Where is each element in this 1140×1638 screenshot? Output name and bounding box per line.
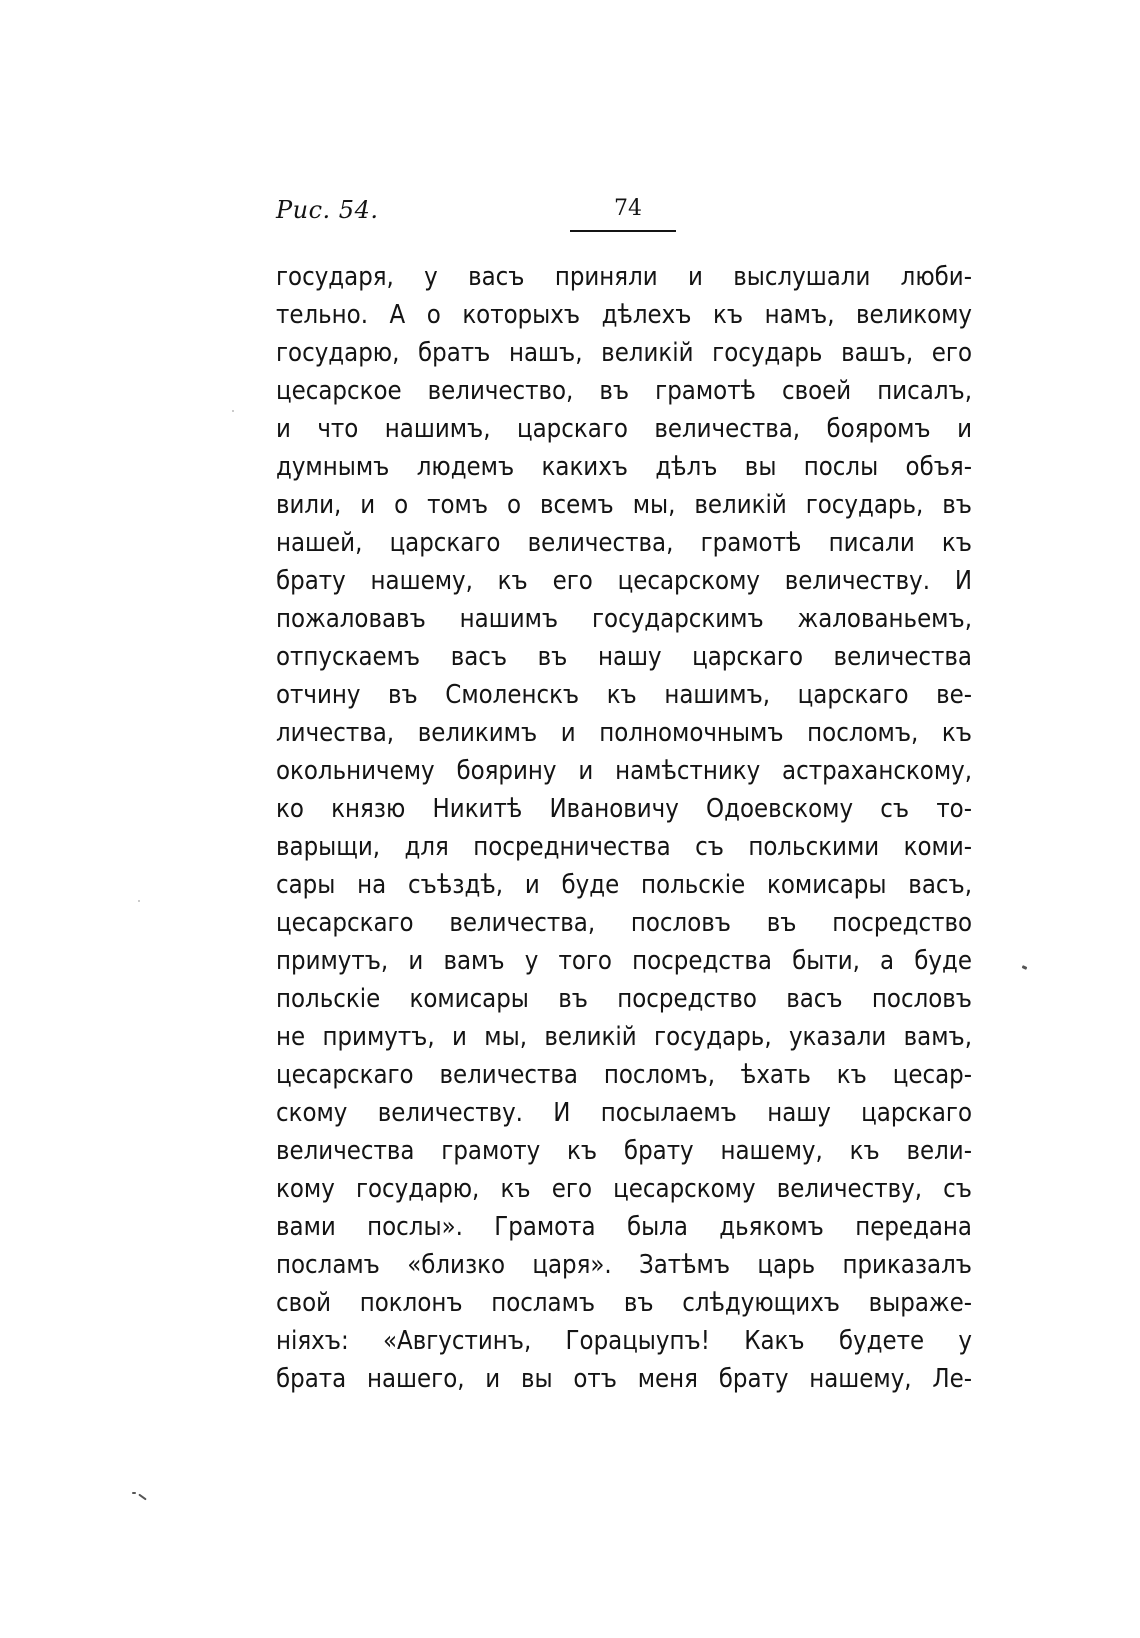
text-line: цесарскаго величества, пословъ въ посредство [276,908,972,938]
text-line: сары на съѣздѣ, и буде польскіе комисары васъ, [276,870,972,900]
scan-speck [138,1494,147,1501]
text-line: пожаловавъ нашимъ государскимъ жалованьемъ, [276,604,972,634]
text-line: посламъ «близко царя». Затѣмъ царь приказалъ [276,1250,972,1280]
scan-speck [132,1492,136,1494]
text-line: величества грамоту къ брату нашему, къ вели- [276,1136,972,1166]
text-line: брата нашего, и вы отъ меня брату нашему, Ле- [276,1364,972,1394]
text-line: цесарскаго величества посломъ, ѣхать къ цесар- [276,1060,972,1090]
text-line: государю, братъ нашъ, великій государь вашъ, его [276,338,972,368]
text-line: отчину въ Смоленскъ къ нашимъ, царскаго ве- [276,680,972,710]
body-text [276,258,972,1398]
page-header [276,196,976,256]
text-line: думнымъ людемъ какихъ дѣлъ вы послы объя- [276,452,972,482]
text-line: ко князю Никитѣ Ивановичу Одоевскому съ то- [276,794,972,824]
text-line: свой поклонъ посламъ въ слѣдующихъ выраже- [276,1288,972,1318]
scan-speck [138,900,140,902]
scan-speck [232,410,234,412]
figure-label: Рис. 54. [276,196,379,224]
text-line: брату нашему, къ его цесарскому величеству. И [276,566,972,596]
page-number: 74 [614,196,642,221]
text-line: ніяхъ: «Августинъ, Горацыупъ! Какъ будете у [276,1326,972,1356]
text-line: примутъ, и вамъ у того посредства быти, а буде [276,946,972,976]
text-line: польскіе комисары въ посредство васъ пословъ [276,984,972,1014]
text-line: личества, великимъ и полномочнымъ посломъ, къ [276,718,972,748]
scan-speck [1022,965,1028,970]
header-rule [570,230,676,232]
text-line: скому величеству. И посылаемъ нашу царскаго [276,1098,972,1128]
text-line: варыщи, для посредничества съ польскими коми- [276,832,972,862]
text-line: кому государю, къ его цесарскому величеству, съ [276,1174,972,1204]
text-line: государя, у васъ приняли и выслушали люби- [276,262,972,292]
text-line: вами послы». Грамота была дьякомъ передана [276,1212,972,1242]
text-line: и что нашимъ, царскаго величества, бояромъ и [276,414,972,444]
text-line: цесарское величество, въ грамотѣ своей писалъ, [276,376,972,406]
text-line: нашей, царскаго величества, грамотѣ писали къ [276,528,972,558]
text-line: тельно. А о которыхъ дѣлехъ къ намъ, великому [276,300,972,330]
text-line: отпускаемъ васъ въ нашу царскаго величества [276,642,972,672]
text-line: окольничему боярину и намѣстнику астраханскому, [276,756,972,786]
text-line: не примутъ, и мы, великій государь, указали вамъ, [276,1022,972,1052]
text-line: вили, и о томъ о всемъ мы, великій государь, въ [276,490,972,520]
